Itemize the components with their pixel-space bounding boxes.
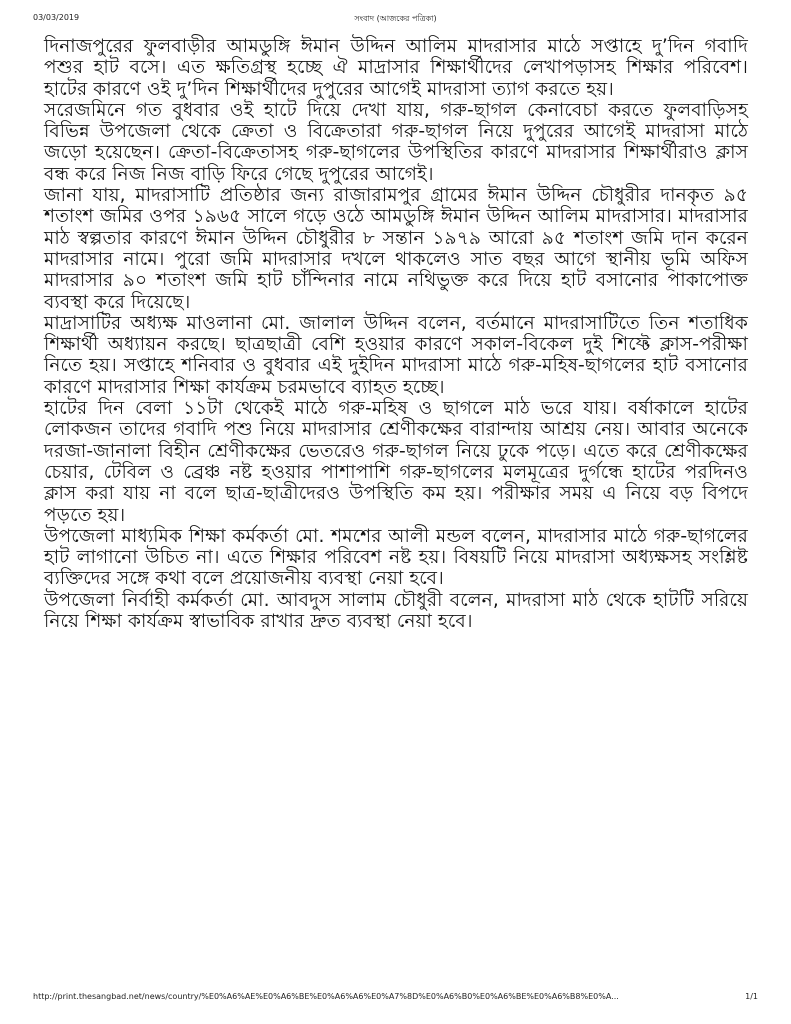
article-paragraph: হাটের দিন বেলা ১১টা থেকেই মাঠে গরু-মহিষ ও ছাগলে মাঠ ভরে যায়। বর্ষাকালে হাটের লোকজন তাদের গবাদি পশু নিয়ে মাদরাসার শ্রেণীকক্ষের বারান্দায় আশ্রয় নেয়। আবার অনেকে দরজা-জানালা বিহীন শ্রেণীকক্ষের ভেতরেও গরু-ছাগল নিয়ে ঢুকে পড়ে। এতে করে শ্রেণীকক্ষের চেয়ার, টেবিল ও ব্রেঞ্চ নষ্ট হওয়ার পাশাপাশি গরু-ছাগলের মলমূত্রের দুর্গন্ধে হাটের পরদিনও ক্লাস করা যায় না বলে ছাত্র-ছাত্রীদেরও উপস্থিতি কম হয়। পরীক্ষার সময় এ নিয়ে বড় বিপদে পড়তে হয়।: [44, 398, 748, 526]
article-paragraph: দিনাজপুরের ফুলবাড়ীর আমডুঙ্গি ঈমান উদ্দিন আলিম মাদরাসার মাঠে সপ্তাহে দু’দিন গবাদি পশুর হাট বসে। এত ক্ষতিগ্রস্থ হচ্ছে ঐ মাদ্রাসার শিক্ষার্থীদের লেখাপড়াসহ শিক্ষার পরিবেশ। হাটের কারণে ওই দু’দিন শিক্ষার্থীদের দুপুরের আগেই মাদরাসা ত্যাগ করতে হয়।: [44, 36, 748, 100]
page-number: 1/1: [745, 992, 758, 1001]
print-date: 03/03/2019: [33, 13, 80, 22]
article-paragraph: উপজেলা মাধ্যমিক শিক্ষা কর্মকর্তা মো. শমশের আলী মন্ডল বলেন, মাদরাসার মাঠে গরু-ছাগলের হাট লাগানো উচিত না। এতে শিক্ষার পরিবেশ নষ্ট হয়। বিষয়টি নিয়ে মাদরাসা অধ্যক্ষসহ সংশ্লিষ্ট ব্যক্তিদের সঙ্গে কথা বলে প্রয়োজনীয় ব্যবস্থা নেয়া হবে।: [44, 525, 748, 590]
source-url: http://print.thesangbad.net/news/country/%E0%A6%AE%E0%A6%BE%E0%A6%A6%E0%A7%8D%E0%A6%B0%E0%A6%BE%E0%A6%B8%E0%A...: [33, 992, 619, 1001]
article-paragraph: সরেজমিনে গত বুধবার ওই হাটে দিয়ে দেখা যায়, গরু-ছাগল কেনাবেচা করতে ফুলবাড়িসহ বিভিন্ন উপজেলা থেকে ক্রেতা ও বিক্রেতারা গরু-ছাগল নিয়ে দুপুরের আগেই মাদরাসা মাঠে জড়ো হয়েছেন। ক্রেতা-বিক্রেতাসহ গরু-ছাগলের উপস্থিতির কারণে মাদরাসার শিক্ষার্থীরাও ক্লাস বন্ধ করে নিজ নিজ বাড়ি ফিরে গেছে দুপুরের আগেই।: [44, 99, 748, 185]
print-header: [33, 13, 758, 27]
article-paragraph: জানা যায়, মাদরাসাটি প্রতিষ্ঠার জন্য রাজারামপুর গ্রামের ঈমান উদ্দিন চৌধুরীর দানকৃত ৯৫ শতাংশ জমির ওপর ১৯৬৫ সালে গড়ে ওঠে আমডুঙ্গি ঈমান উদ্দিন আলিম মাদরাসার। মাদরাসার মাঠ স্বল্পতার কারণে ঈমান উদ্দিন চৌধুরীর ৮ সন্তান ১৯৭৯ আরো ৯৫ শতাংশ জমি দান করেন মাদরাসার নামে। পুরো জমি মাদরাসার দখলে থাকলেও সাত বছর আগে স্থানীয় ভূমি অফিস মাদরাসার ৯০ শতাংশ জমি হাট চাঁন্দিনার নামে নথিভুক্ত করে দিয়ে হাট বসানোর পাকাপোক্ত ব্যবস্থা করে দিয়েছে।: [44, 185, 748, 313]
article-paragraph: মাদ্রাসাটির অধ্যক্ষ মাওলানা মো. জালাল উদ্দিন বলেন, বর্তমানে মাদরাসাটিতে তিন শতাধিক শিক্ষার্থী অধ্যায়ন করছে। ছাত্রছাত্রী বেশি হওয়ার কারণে সকাল-বিকেল দুই শিফ্টে ক্লাস-পরীক্ষা নিতে হয়। সপ্তাহে শনিবার ও বুধবার এই দুইদিন মাদরাসা মাঠে গরু-মহিষ-ছাগলের হাট বসানোর কারণে মাদরাসার শিক্ষা কার্যক্রম চরমভাবে ব্যাহত হচ্ছে।: [44, 312, 748, 398]
print-page-title: সংবাদ (আজকের পত্রিকা): [354, 14, 437, 23]
article-body: [44, 36, 748, 632]
article-paragraph: উপজেলা নির্বাহী কর্মকর্তা মো. আবদুস সালাম চৌধুরী বলেন, মাদরাসা মাঠ থেকে হাটটি সরিয়ে নিয়ে শিক্ষা কার্যক্রম স্বাভাবিক রাখার দ্রুত ব্যবস্থা নেয়া হবে।: [44, 589, 748, 633]
print-footer: [33, 992, 758, 1006]
